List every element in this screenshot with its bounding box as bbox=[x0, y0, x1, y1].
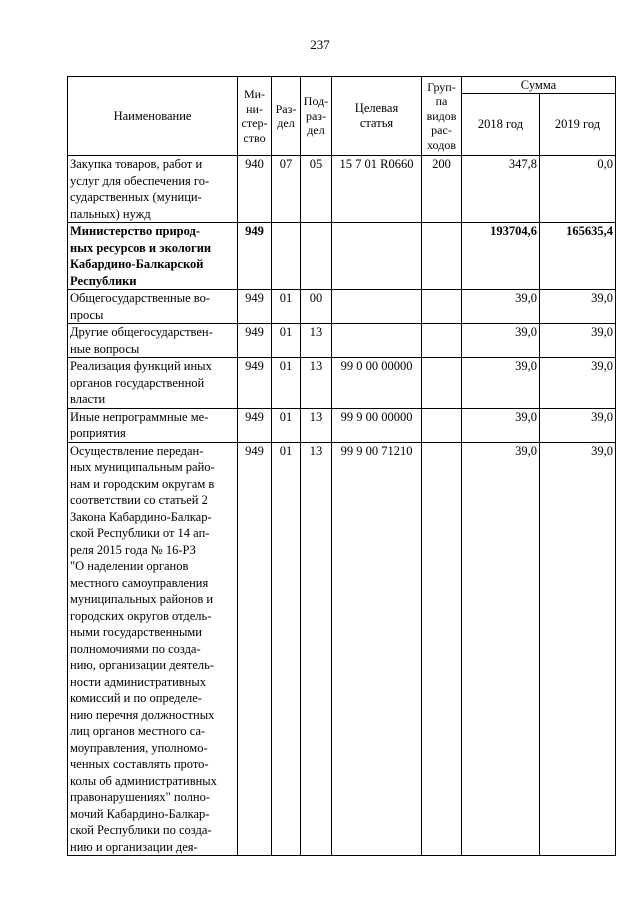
header-section: Раз- дел bbox=[272, 77, 301, 156]
header-subsection: Под- раз- дел bbox=[301, 77, 332, 156]
row-value-2019: 39,0 bbox=[540, 442, 616, 856]
header-year-2019: 2019 год bbox=[540, 94, 616, 156]
row-group bbox=[422, 358, 462, 409]
row-ministry: 949 bbox=[238, 408, 272, 442]
row-group bbox=[422, 223, 462, 290]
row-target: 99 0 00 00000 bbox=[332, 358, 422, 409]
row-value-2018: 193704,6 bbox=[462, 223, 540, 290]
row-ministry: 949 bbox=[238, 324, 272, 358]
row-group bbox=[422, 408, 462, 442]
row-group bbox=[422, 442, 462, 856]
row-subsection: 05 bbox=[301, 156, 332, 223]
table-row bbox=[68, 358, 616, 409]
row-name: Иные непрограммные ме- роприятия bbox=[68, 408, 238, 442]
row-section: 01 bbox=[272, 324, 301, 358]
header-year-2018: 2018 год bbox=[462, 94, 540, 156]
row-section: 07 bbox=[272, 156, 301, 223]
row-section: 01 bbox=[272, 442, 301, 856]
row-name: Реализация функций иных органов государственной власти bbox=[68, 358, 238, 409]
header-group: Груп- па видов рас- ходов bbox=[422, 77, 462, 156]
row-target: 15 7 01 R0660 bbox=[332, 156, 422, 223]
row-group: 200 bbox=[422, 156, 462, 223]
row-name: Общегосударственные во- просы bbox=[68, 290, 238, 324]
page-number: 237 bbox=[310, 37, 330, 52]
row-value-2019: 0,0 bbox=[540, 156, 616, 223]
row-value-2019: 39,0 bbox=[540, 408, 616, 442]
row-value-2018: 347,8 bbox=[462, 156, 540, 223]
row-group bbox=[422, 324, 462, 358]
row-section: 01 bbox=[272, 408, 301, 442]
row-ministry: 949 bbox=[238, 290, 272, 324]
row-target: 99 9 00 00000 bbox=[332, 408, 422, 442]
row-value-2018: 39,0 bbox=[462, 290, 540, 324]
header-sum: Сумма bbox=[462, 77, 616, 94]
row-value-2018: 39,0 bbox=[462, 442, 540, 856]
row-target bbox=[332, 223, 422, 290]
header-name: Наименование bbox=[68, 77, 238, 156]
row-section: 01 bbox=[272, 358, 301, 409]
row-subsection: 13 bbox=[301, 324, 332, 358]
table-row bbox=[68, 290, 616, 324]
row-value-2019: 39,0 bbox=[540, 290, 616, 324]
row-name: Министерство природ- ных ресурсов и экологии Кабардино-Балкарской Республики bbox=[68, 223, 238, 290]
row-ministry: 940 bbox=[238, 156, 272, 223]
row-value-2018: 39,0 bbox=[462, 358, 540, 409]
row-subsection: 00 bbox=[301, 290, 332, 324]
row-subsection: 13 bbox=[301, 442, 332, 856]
row-group bbox=[422, 290, 462, 324]
row-subsection bbox=[301, 223, 332, 290]
row-name: Другие общегосударствен- ные вопросы bbox=[68, 324, 238, 358]
table-row bbox=[68, 223, 616, 290]
row-ministry: 949 bbox=[238, 223, 272, 290]
row-ministry: 949 bbox=[238, 442, 272, 856]
row-target bbox=[332, 324, 422, 358]
table-row bbox=[68, 442, 616, 856]
budget-table bbox=[67, 76, 616, 856]
row-subsection: 13 bbox=[301, 408, 332, 442]
table-row bbox=[68, 408, 616, 442]
row-section bbox=[272, 223, 301, 290]
row-value-2019: 165635,4 bbox=[540, 223, 616, 290]
row-target: 99 9 00 71210 bbox=[332, 442, 422, 856]
row-section: 01 bbox=[272, 290, 301, 324]
row-ministry: 949 bbox=[238, 358, 272, 409]
header-target: Целевая статья bbox=[332, 77, 422, 156]
row-name: Осуществление передан- ных муниципальным райо- нам и городским округам в соответствии со статьей 2 Закона Кабардино-Балкар- ской Республики от 14 ап- реля 2015 года № 16-РЗ "О наделении органов местного самоуправления муниципальных районов и городских округов отдель- ными государственными полномочиями по созда- нию, организации деятель- ности административных комиссий и по определе- нию перечня должностных лиц органов местного са- моуправления, уполномо- ченных составлять прото- колы об административных правонарушениях" полно- мочий Кабардино-Балкар- ской Республики по созда- нию и организации дея- bbox=[68, 442, 238, 856]
row-subsection: 13 bbox=[301, 358, 332, 409]
row-name: Закупка товаров, работ и услуг для обеспечения го- сударственных (муници- пальных) нужд bbox=[68, 156, 238, 223]
row-target bbox=[332, 290, 422, 324]
row-value-2019: 39,0 bbox=[540, 324, 616, 358]
table-row bbox=[68, 156, 616, 223]
row-value-2019: 39,0 bbox=[540, 358, 616, 409]
row-value-2018: 39,0 bbox=[462, 408, 540, 442]
table-row bbox=[68, 324, 616, 358]
row-value-2018: 39,0 bbox=[462, 324, 540, 358]
header-ministry: Ми- ни- стер- ство bbox=[238, 77, 272, 156]
